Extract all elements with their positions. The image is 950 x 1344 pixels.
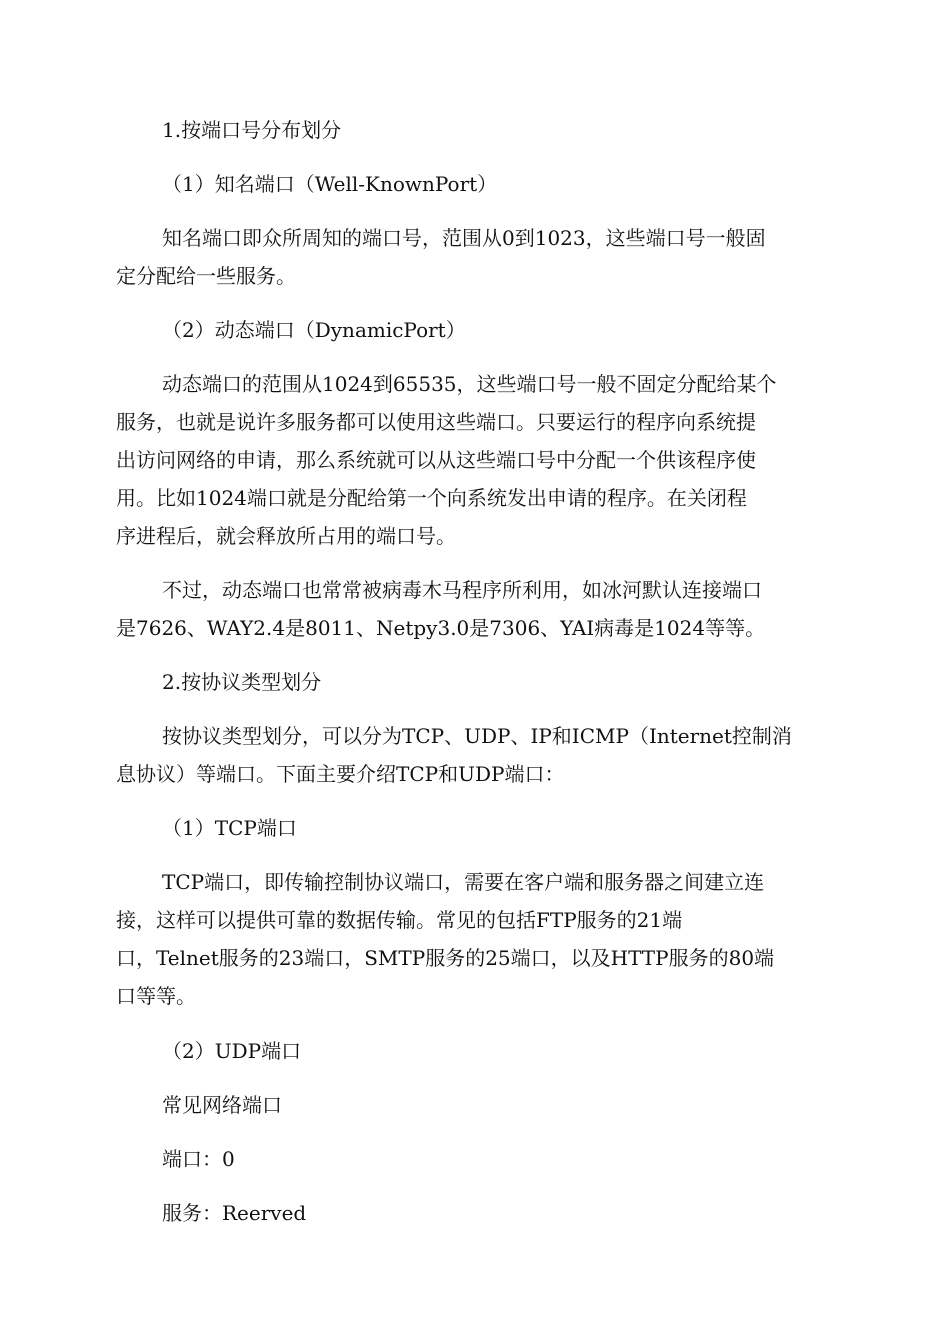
port-number-line: 端口：0 [162,1147,235,1171]
paragraph-line: 口，Telnet服务的23端口，SMTP服务的25端口，以及HTTP服务的80端 [116,946,775,970]
subheading-well-known-port: （1）知名端口（Well-KnownPort） [162,172,498,196]
paragraph-line: 接，这样可以提供可靠的数据传输。常见的包括FTP服务的21端 [116,908,683,932]
paragraph-line: 按协议类型划分，可以分为TCP、UDP、IP和ICMP（Internet控制消 [162,724,792,748]
paragraph-line: 息协议）等端口。下面主要介绍TCP和UDP端口： [116,762,565,786]
paragraph-line: 定分配给一些服务。 [116,264,296,288]
paragraph-line: 是7626、WAY2.4是8011、Netpy3.0是7306、YAI病毒是1024等等。 [116,616,766,640]
paragraph-line: 用。比如1024端口就是分配给第一个向系统发出申请的程序。在关闭程 [116,486,747,510]
subheading-udp-port: （2）UDP端口 [162,1039,302,1063]
paragraph-line: 服务，也就是说许多服务都可以使用这些端口。只要运行的程序向系统提 [116,410,756,434]
subheading-dynamic-port: （2）动态端口（DynamicPort） [162,318,466,342]
paragraph-line: 知名端口即众所周知的端口号，范围从0到1023，这些端口号一般固 [162,226,766,250]
paragraph-line: TCP端口，即传输控制协议端口，需要在客户端和服务器之间建立连 [162,870,765,894]
heading-by-protocol: 2.按协议类型划分 [162,670,322,694]
paragraph-line: 动态端口的范围从1024到65535，这些端口号一般不固定分配给某个 [162,372,777,396]
paragraph-line: 出访问网络的申请，那么系统就可以从这些端口号中分配一个供该程序使 [116,448,756,472]
subheading-tcp-port: （1）TCP端口 [162,816,297,840]
list-heading-common-ports: 常见网络端口 [162,1093,282,1117]
paragraph-line: 不过，动态端口也常常被病毒木马程序所利用，如冰河默认连接端口 [162,578,762,602]
paragraph-line: 口等等。 [116,984,196,1008]
service-line: 服务：Reerved [162,1201,307,1225]
heading-by-port-range: 1.按端口号分布划分 [162,118,342,142]
paragraph-line: 序进程后，就会释放所占用的端口号。 [116,524,456,548]
